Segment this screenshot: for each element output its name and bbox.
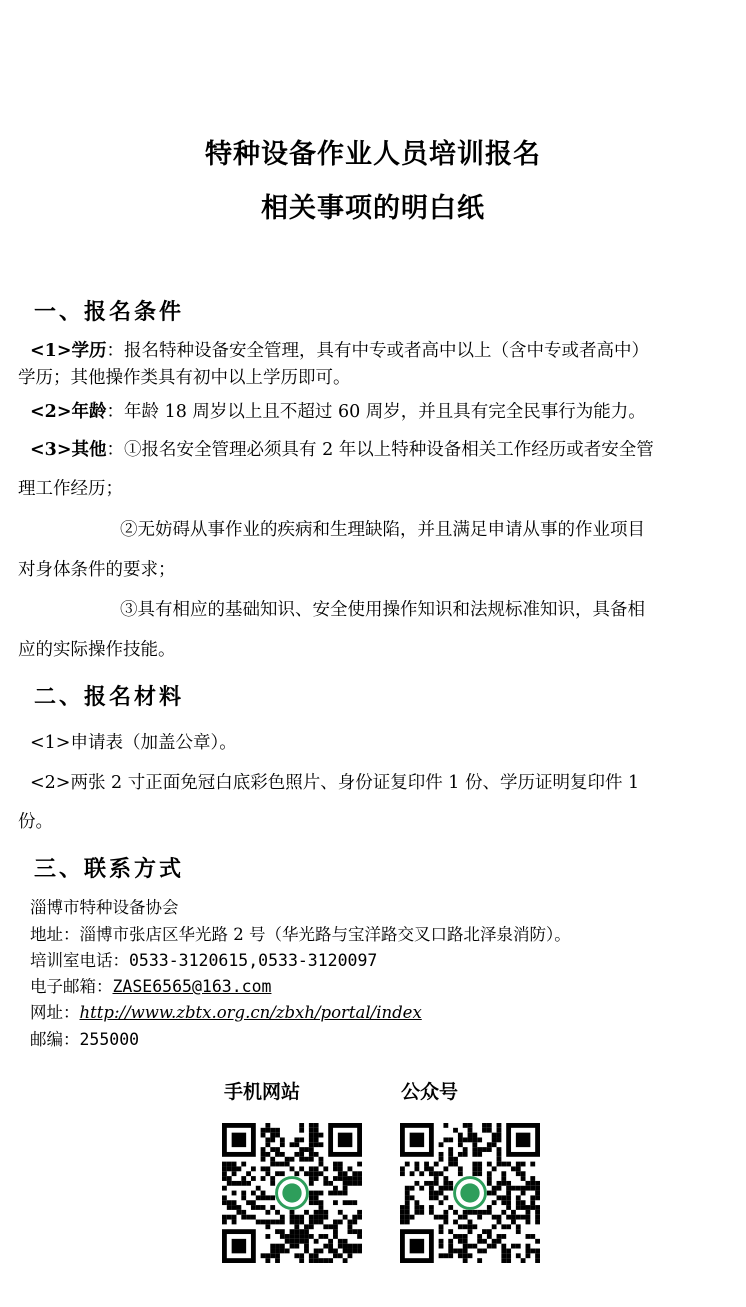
requirement-education xyxy=(30,337,649,362)
qr-finder-pattern xyxy=(222,1123,256,1157)
wechat-qr-code[interactable] xyxy=(400,1123,540,1263)
contact-phone-label: 培训室电话： xyxy=(30,951,129,970)
requirement-education-cont: 学历；其他操作类具有初中以上学历即可。 xyxy=(18,368,351,388)
requirement-other-text: ：①报名安全管理必须具有 2 年以上特种设备相关工作经历或者安全管 xyxy=(106,440,654,460)
requirement-age xyxy=(30,398,646,423)
contact-zip-label: 邮编： xyxy=(30,1030,80,1049)
contact-phone-value: 0533-3120615,0533-3120097 xyxy=(129,951,378,970)
qr-finder-pattern xyxy=(506,1123,540,1157)
requirement-other xyxy=(30,436,654,461)
material-application: <1>申请表（加盖公章）。 xyxy=(30,733,237,753)
material-photos: <2>两张 2 寸正面免冠白底彩色照片、身份证复印件 1 份、学历证明复印件 1 xyxy=(30,773,640,793)
contact-address: 地址：淄博市张店区华光路 2 号（华光路与宝洋路交叉口路北泽泉消防）。 xyxy=(30,925,571,944)
contact-email xyxy=(30,973,271,997)
section-heading-contact: 三、联系方式 xyxy=(34,856,185,882)
requirement-other-3: ③具有相应的基础知识、安全使用操作知识和法规标准知识，具备相 xyxy=(120,600,645,620)
contact-email-label: 电子邮箱： xyxy=(30,977,113,996)
requirement-other-2: ②无妨碍从事作业的疾病和生理缺陷，并且满足申请从事的作业项目 xyxy=(120,520,645,540)
section-heading-materials: 二、报名材料 xyxy=(34,684,185,710)
requirement-age-text: ：年龄 18 周岁以上且不超过 60 周岁，并且具有完全民事行为能力。 xyxy=(106,402,646,422)
section-heading-requirements: 一、报名条件 xyxy=(34,299,185,325)
requirement-age-tag: <2>年龄 xyxy=(30,402,107,422)
contact-zip-value: 255000 xyxy=(79,1030,140,1049)
material-photos-cont: 份。 xyxy=(18,812,53,832)
requirement-other-cont2: 对身体条件的要求； xyxy=(18,560,176,580)
qr-label-wechat: 公众号 xyxy=(401,1081,459,1103)
contact-zip xyxy=(30,1026,139,1050)
document-title-line1: 特种设备作业人员培训报名 xyxy=(205,139,541,170)
requirement-other-cont1: 理工作经历； xyxy=(18,479,123,499)
contact-org: 淄博市特种设备协会 xyxy=(30,898,179,917)
contact-website-link[interactable]: http://www.zbtx.org.cn/zbxh/portal/index xyxy=(79,1003,422,1022)
requirement-other-tag: <3>其他 xyxy=(30,440,107,460)
contact-website xyxy=(30,999,422,1023)
contact-email-link[interactable]: ZASE6565@163.com xyxy=(112,977,272,996)
contact-phone xyxy=(30,947,377,971)
contact-website-label: 网址： xyxy=(30,1003,80,1022)
qr-finder-pattern xyxy=(400,1123,434,1157)
qr-finder-pattern xyxy=(222,1229,256,1263)
mobile-site-qr-code[interactable] xyxy=(222,1123,362,1263)
requirement-education-text: ：报名特种设备安全管理，具有中专或者高中以上（含中专或者高中） xyxy=(106,341,650,361)
requirement-other-cont3: 应的实际操作技能。 xyxy=(18,640,176,660)
qr-finder-pattern xyxy=(328,1123,362,1157)
document-title-line2: 相关事项的明白纸 xyxy=(261,193,485,224)
requirement-education-tag: <1>学历 xyxy=(30,341,107,361)
qr-finder-pattern xyxy=(400,1229,434,1263)
qr-label-mobile-site: 手机网站 xyxy=(224,1081,301,1103)
